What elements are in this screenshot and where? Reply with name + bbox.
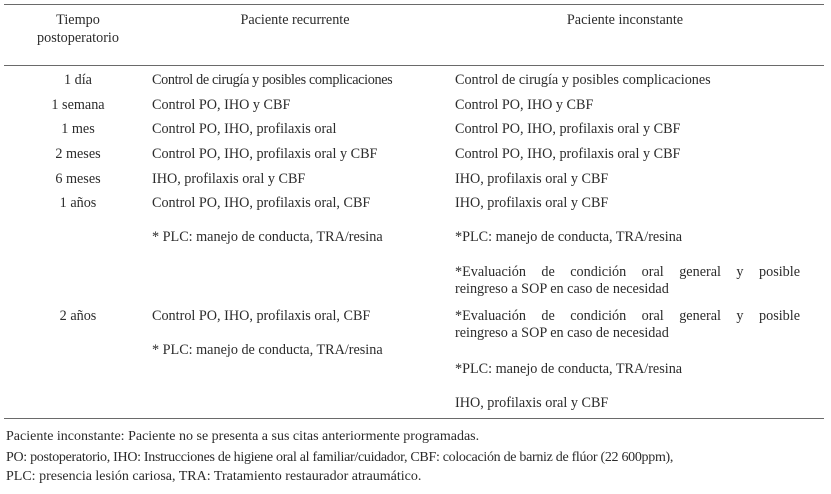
paragraph-line: *Evaluación de condición oral general y posible (455, 308, 800, 324)
paragraph-line: reingreso a SOP en caso de necesidad (455, 281, 669, 297)
paragraph-line: reingreso a SOP en caso de necesidad (455, 325, 669, 341)
cell-time: 1 años (59, 195, 97, 211)
cell-recurrent: IHO, profilaxis oral y CBF (152, 171, 306, 187)
header-inconstant-patient: Paciente inconstante (566, 12, 684, 28)
cell-inconstant-line: IHO, profilaxis oral y CBF (455, 395, 609, 411)
cell-time: 1 día (64, 72, 92, 88)
footnote-line: PO: postoperatorio, IHO: Instrucciones de higiene oral al familiar/cuidador, CBF: colocación de barniz de flúor (22 600ppm), (6, 450, 674, 465)
cell-time: 2 meses (55, 146, 101, 162)
cell-time: 2 años (59, 308, 97, 324)
cell-recurrent-line: * PLC: manejo de conducta, TRA/resina (152, 342, 383, 358)
table-bottom-rule (4, 418, 824, 419)
header-time-line-1: Tiempo (56, 12, 100, 28)
cell-recurrent-line: Control PO, IHO, profilaxis oral, CBF (152, 195, 371, 211)
cell-recurrent: Control PO, IHO, profilaxis oral y CBF (152, 146, 378, 162)
cell-inconstant: Control PO, IHO, profilaxis oral y CBF (455, 146, 681, 162)
header-time-line-2: postoperatorio (37, 30, 119, 46)
cell-inconstant: Control de cirugía y posibles complicaciones (455, 72, 711, 88)
cell-recurrent: Control de cirugía y posibles complicaciones (152, 72, 393, 88)
cell-inconstant: IHO, profilaxis oral y CBF (455, 171, 609, 187)
cell-recurrent-line: * PLC: manejo de conducta, TRA/resina (152, 229, 383, 245)
cell-inconstant-line: IHO, profilaxis oral y CBF (455, 195, 609, 211)
footnote-line: Paciente inconstante: Paciente no se presenta a sus citas anteriormente programadas. (6, 429, 480, 444)
footnote-line: PLC: presencia lesión cariosa, TRA: Tratamiento restaurador atraumático. (6, 469, 422, 484)
cell-inconstant-line: *PLC: manejo de conducta, TRA/resina (455, 229, 683, 245)
header-recurrent-patient: Paciente recurrente (240, 12, 350, 28)
cell-inconstant-paragraph (455, 264, 800, 298)
cell-inconstant-line: *PLC: manejo de conducta, TRA/resina (455, 361, 683, 377)
cell-recurrent: Control PO, IHO y CBF (152, 97, 291, 113)
cell-time: 6 meses (55, 171, 101, 187)
cell-inconstant: Control PO, IHO y CBF (455, 97, 594, 113)
cell-inconstant-paragraph (455, 308, 800, 342)
cell-time: 1 semana (51, 97, 105, 113)
cell-inconstant: Control PO, IHO, profilaxis oral y CBF (455, 121, 681, 137)
cell-recurrent-line: Control PO, IHO, profilaxis oral, CBF (152, 308, 371, 324)
paragraph-line: *Evaluación de condición oral general y posible (455, 264, 800, 280)
cell-time: 1 mes (61, 121, 95, 137)
table-header-rule (4, 65, 824, 66)
cell-recurrent: Control PO, IHO, profilaxis oral (152, 121, 337, 137)
table-top-rule (4, 4, 824, 5)
